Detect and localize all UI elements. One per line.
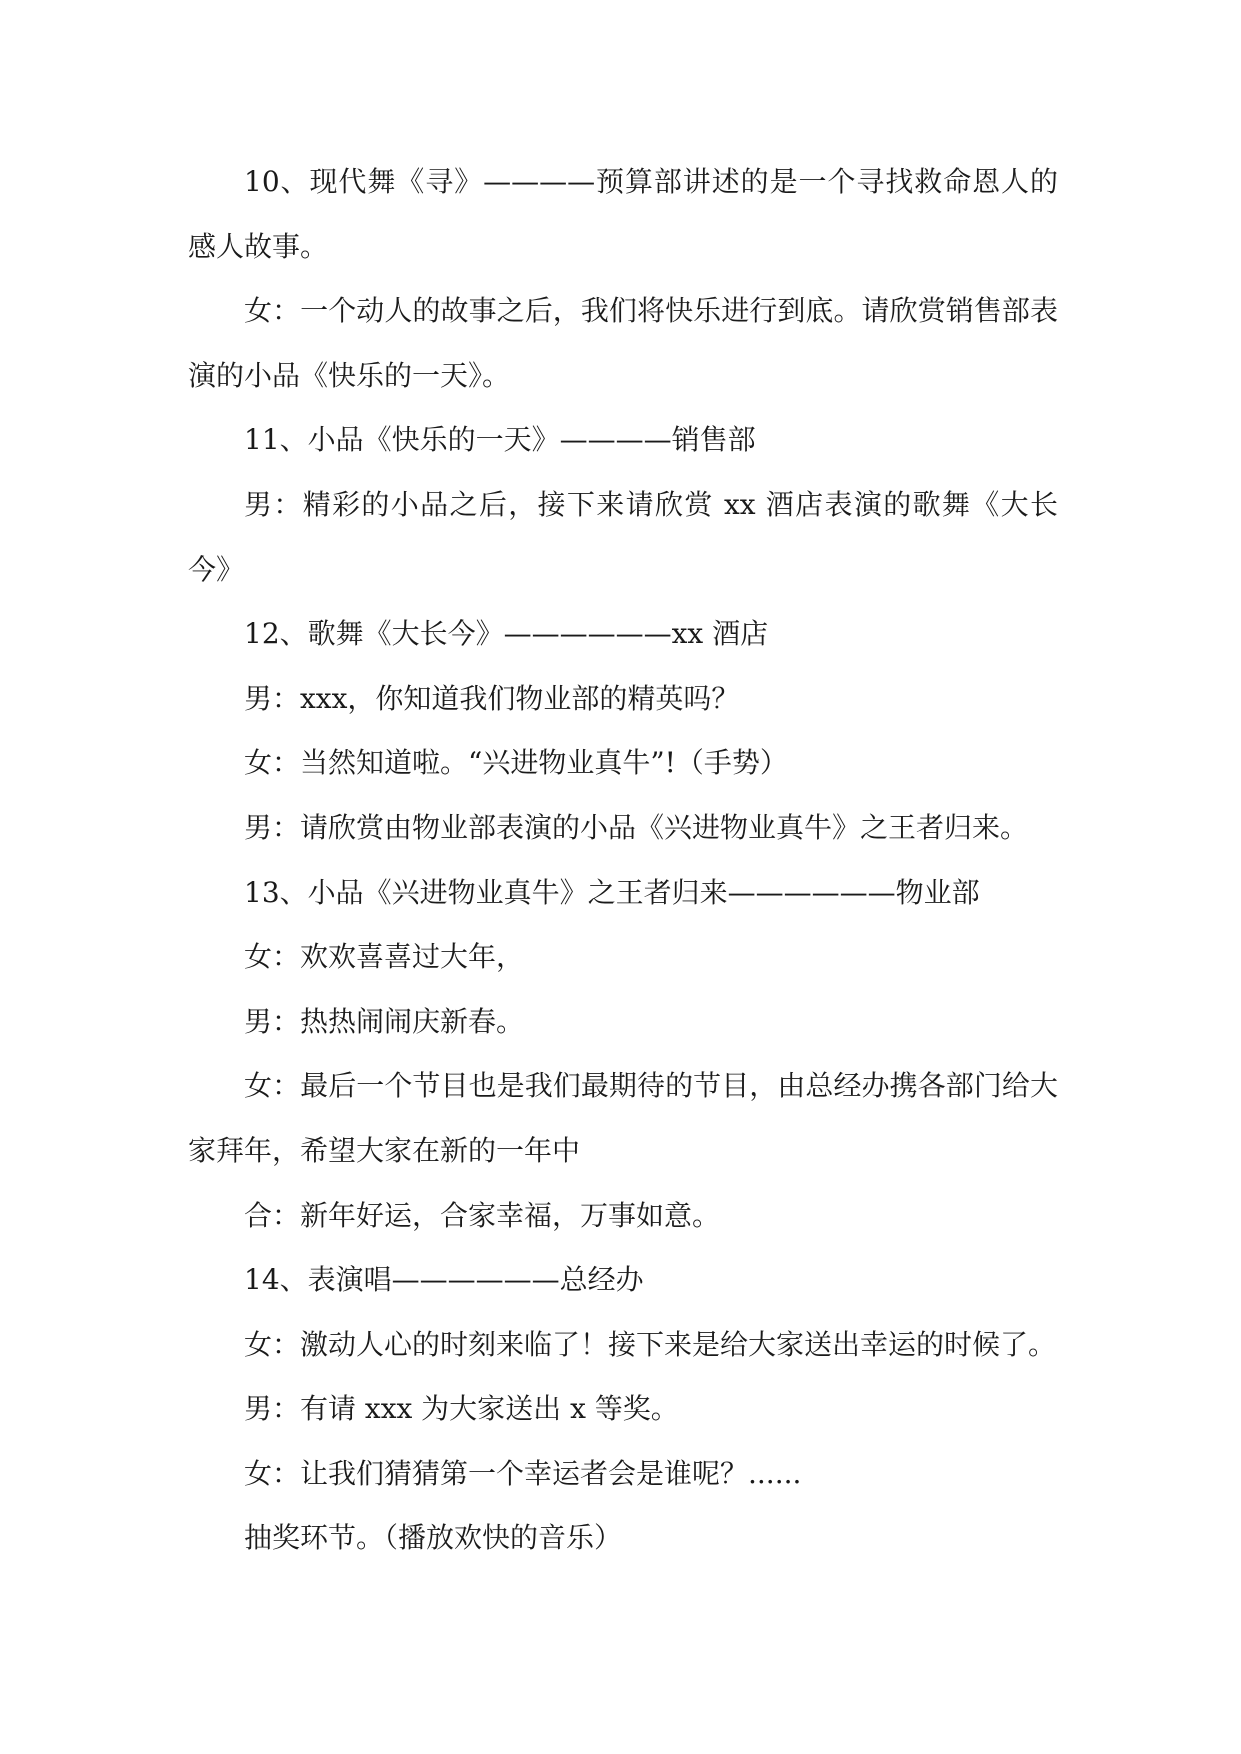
paragraph-female-host-answer: 女：当然知道啦。“兴进物业真牛”!（手势） bbox=[244, 746, 788, 780]
paragraph-male-host-intro-property-skit: 男：请欣赏由物业部表演的小品《兴进物业真牛》之王者归来。 bbox=[244, 810, 1029, 844]
paragraph-together-wishes: 合：新年好运，合家幸福，万事如意。 bbox=[244, 1198, 721, 1232]
paragraph-female-host-final-program: 女：最后一个节目也是我们最期待的节目，由总经办携各部门给大家拜年，希望大家在新的一年中 bbox=[188, 1069, 1058, 1167]
paragraph-female-host-intro-skit: 女：一个动人的故事之后，我们将快乐进行到底。请欣赏销售部表演的小品《快乐的一天》。 bbox=[188, 294, 1058, 392]
paragraph-male-host-question: 男：xxx，你知道我们物业部的精英吗？ bbox=[244, 681, 740, 715]
paragraph-male-host-intro-song-dance: 男：精彩的小品之后，接下来请欣赏 xx 酒店表演的歌舞《大长今》 bbox=[188, 487, 1058, 586]
paragraph-item-14-performance: 14、表演唱——————总经办 bbox=[244, 1263, 644, 1297]
paragraph-item-13-skit: 13、小品《兴进物业真牛》之王者归来——————物业部 bbox=[244, 875, 980, 909]
paragraph-male-host-spring: 男：热热闹闹庆新春。 bbox=[244, 1004, 525, 1038]
paragraph-item-11-skit: 11、小品《快乐的一天》————销售部 bbox=[244, 423, 756, 457]
paragraph-item-10-modern-dance: 10、现代舞《寻》————预算部讲述的是一个寻找救命恩人的感人故事。 bbox=[188, 165, 1058, 263]
paragraph-male-host-prize: 男：有请 xxx 为大家送出 x 等奖。 bbox=[244, 1392, 679, 1426]
paragraph-lottery: 抽奖环节。（播放欢快的音乐） bbox=[244, 1521, 623, 1555]
paragraph-item-12-song-dance: 12、歌舞《大长今》——————xx 酒店 bbox=[244, 617, 769, 651]
paragraph-female-host-new-year: 女：欢欢喜喜过大年， bbox=[244, 940, 525, 974]
document-body bbox=[188, 150, 1058, 1571]
paragraph-female-host-guess: 女：让我们猜猜第一个幸运者会是谁呢？...... bbox=[244, 1456, 802, 1490]
paragraph-female-host-lucky-time: 女：激动人心的时刻来临了！接下来是给大家送出幸运的时候了。 bbox=[244, 1327, 1057, 1361]
